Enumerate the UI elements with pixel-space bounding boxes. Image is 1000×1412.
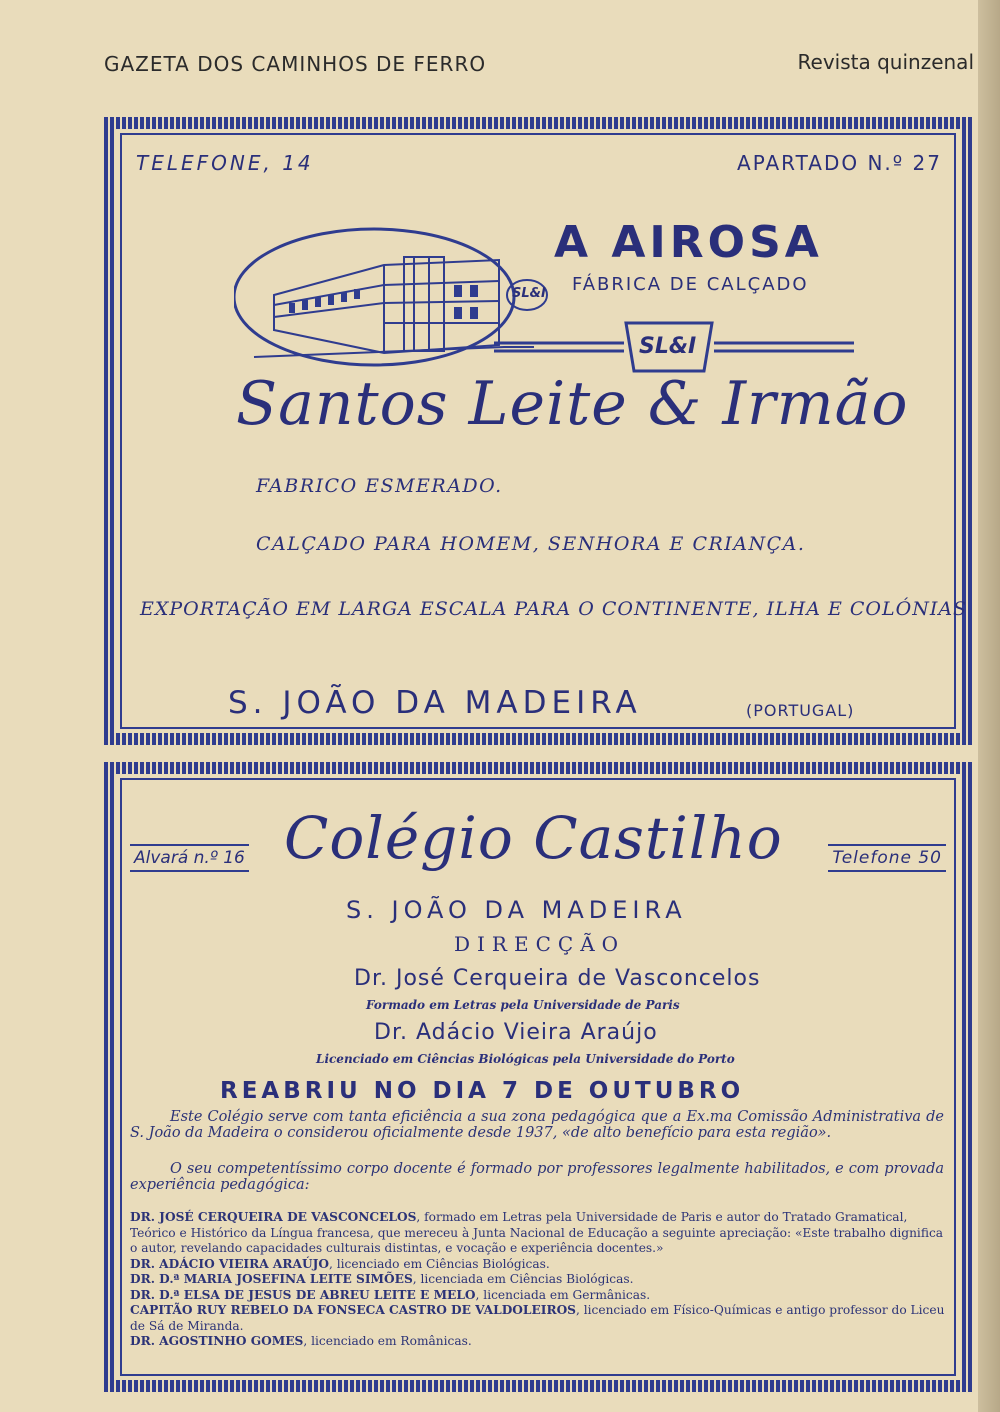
brand-name: A AIROSA [554,217,823,268]
staff-item [130,1210,946,1257]
airosa-country: (PORTUGAL) [746,701,855,720]
college-phone: Telefone 50 [828,844,946,872]
director-2-name: Dr. Adácio Vieira Araújo [374,1020,658,1045]
tagline-3: EXPORTAÇÃO EM LARGA ESCALA PARA O CONTINENTE, ILHA E COLÓNIAS [140,598,968,620]
staff-list [130,1210,946,1350]
tagline-1: FABRICO ESMERADO. [256,475,503,497]
publication-title: GAZETA DOS CAMINHOS DE FERRO [104,52,487,76]
staff-description: , licenciado em Físico-Químicas e antigo professor do Liceu de Sá de Miranda. [130,1303,945,1333]
staff-name: DR. JOSÉ CERQUEIRA DE VASCONCELOS [130,1210,417,1224]
tagline-2: CALÇADO PARA HOMEM, SENHORA E CRIANÇA. [256,533,806,555]
brand-subtitle: FÁBRICA DE CALÇADO [572,274,809,295]
staff-item [130,1272,946,1288]
periodicity: Revista quinzenal [797,50,974,74]
staff-name: DR. AGOSTINHO GOMES [130,1334,304,1348]
college-name: Colégio Castilho [284,804,783,872]
director-1-description: Formado em Letras pela Universidade de Paris [366,998,680,1012]
monogram-small: SL&I [512,286,546,301]
staff-item [130,1303,946,1334]
staff-item [130,1334,946,1350]
page-edge [978,0,1000,1412]
monogram-large: SL&I [639,334,697,359]
airosa-phone: TELEFONE, 14 [136,151,314,175]
direction-label: DIRECÇÃO [454,932,626,956]
staff-name: DR. ADÁCIO VIEIRA ARAÚJO [130,1256,329,1271]
director-1-name: Dr. José Cerqueira de Vasconcelos [354,966,761,991]
staff-description: , licenciado em Ciências Biológicas. [328,1256,550,1271]
college-license: Alvará n.º 16 [130,844,249,872]
paragraph-1: Este Colégio serve com tanta eficiência a sua zona pedagógica que a Ex.ma Comissão Administrativa de S. João da Madeira o considerou oficialmente desde 1937, «de alto benefício para esta região». [130,1109,944,1141]
college-city: S. JOÃO DA MADEIRA [346,896,687,924]
staff-description: , formado em Letras pela Universidade de Paris e autor do Tratado Gramatical, Teórico e Histórico da Língua francesa, que mereceu à Junta Nacional de Educação a seguinte apreciação: «Este trabalho dignifica o autor, revelando capacidades culturais distintas, e vocação e experiência docentes.» [130,1210,944,1255]
staff-description: , licenciada em Germânicas. [475,1287,651,1302]
staff-item [130,1257,946,1273]
staff-description: , licenciada em Ciências Biológicas. [412,1272,634,1286]
ad-colegio-castilho [104,762,972,1392]
director-2-description: Licenciado em Ciências Biológicas pela Universidade do Porto [316,1052,735,1066]
reopened-notice: REABRIU NO DIA 7 DE OUTUBRO [220,1078,745,1104]
ad-airosa [104,117,972,745]
paragraph-2: O seu competentíssimo corpo docente é formado por professores legalmente habilitados, e com provada experiência pedagógica: [130,1161,944,1193]
running-head [104,52,974,82]
staff-name: CAPITÃO RUY REBELO DA FONSECA CASTRO DE VALDOLEIROS [130,1303,576,1317]
company-name: Santos Leite & Irmão [236,369,909,439]
staff-item [130,1288,946,1304]
airosa-po-box: APARTADO N.º 27 [737,151,942,175]
staff-name: DR. D.ª MARIA JOSEFINA LEITE SIMÕES [130,1272,413,1286]
staff-name: DR. D.ª ELSA DE JESUS DE ABREU LEITE E MELO [130,1287,476,1302]
staff-description: , licenciado em Românicas. [303,1334,472,1348]
airosa-city: S. JOÃO DA MADEIRA [228,685,642,721]
